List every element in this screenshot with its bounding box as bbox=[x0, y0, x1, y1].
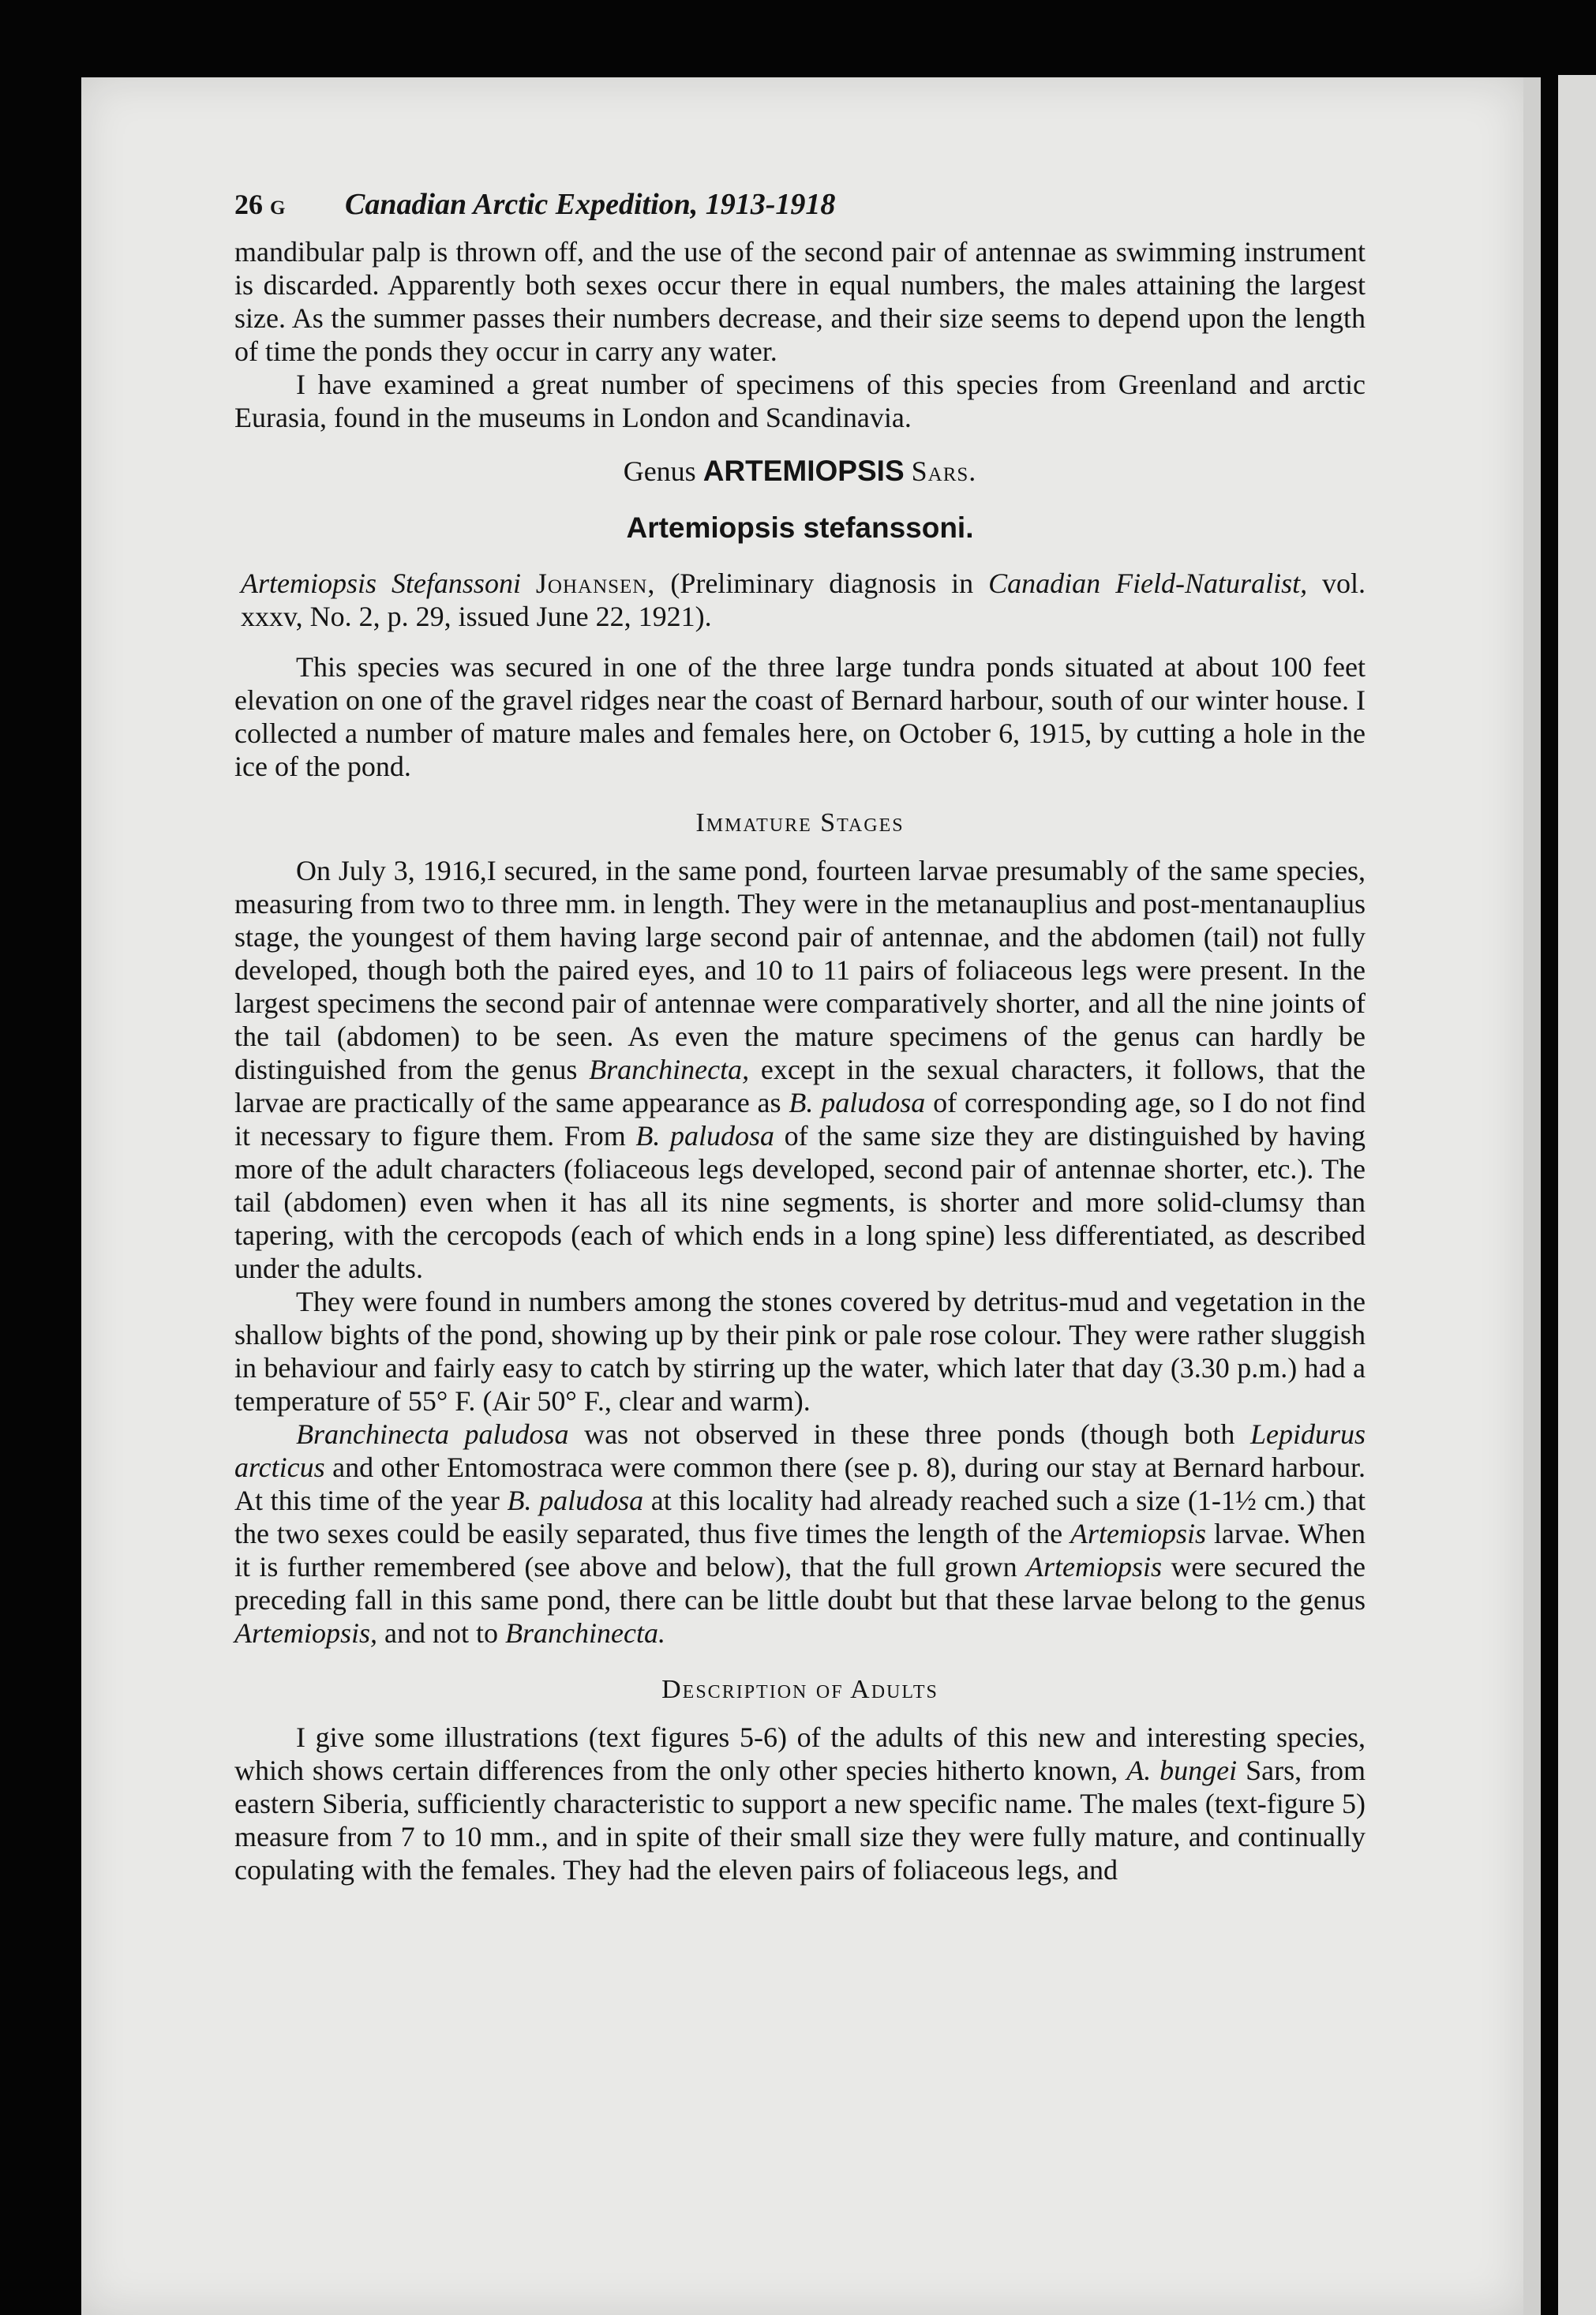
page-number: 26 G bbox=[234, 189, 286, 220]
species-title: Artemiopsis stefanssoni. bbox=[626, 511, 974, 544]
paragraph-7: I give some illustrations (text figures 5-6) of the adults of this new and interesting species, which shows certain differences from the only other species hitherto known, A. bungei Sars, from eastern Siberia, sufficiently characteristic to support a new specific name. The males (text-figure 5) measure from 7 to 10 mm., and in spite of their small size they were fully mature, and continually copulating with the females. They had the eleven pairs of foliaceous legs, and bbox=[234, 1721, 1366, 1886]
section-heading-description-of-adults: Description of Adults bbox=[661, 1675, 938, 1704]
running-header bbox=[234, 188, 1366, 234]
genus-name: ARTEMIOPSIS bbox=[702, 455, 905, 487]
section-heading-immature-stages: Immature Stages bbox=[695, 808, 905, 837]
paragraph-1: mandibular palp is thrown off, and the use of the second pair of antennae as swimming instrument is discarded. Apparently both sexes occur there in equal numbers, the males attaining the largest size. As the summer passes their numbers decrease, and their size seems to depend upon the length of time the ponds they occur in carry any water. bbox=[234, 236, 1366, 367]
paragraph-5: They were found in numbers among the stones covered by detritus-mud and vegetation in the shallow bights of the pond, showing up by their pink or pale rose colour. They were rather sluggish in behaviour and fairly easy to catch by stirring up the water, which later that day (3.30 p.m.) had a temperature of 55° F. (Air 50° F., clear and warm). bbox=[234, 1286, 1366, 1417]
next-page-edge bbox=[1558, 75, 1596, 2315]
running-title: Canadian Arctic Expedition, 1913-1918 bbox=[345, 188, 836, 221]
paragraph-6: Branchinecta paludosa was not observed in these three ponds (though both Lepidurus arcticus and other Entomostraca were common there (see p. 8), during our stay at Bernard harbour. At this time of the year B. paludosa at this locality had already reached such a size (1-1½ cm.) that the two sexes could be easily separated, thus five times the length of the Artemiopsis larvae. When it is further remembered (see above and below), that the full grown Artemiopsis were secured the preceding fall in this same pond, there can be little doubt but that these larvae belong to the genus Artemiopsis, and not to Branchinecta. bbox=[234, 1418, 1366, 1649]
paragraph-2: I have examined a great number of specimens of this species from Greenland and arctic Eurasia, found in the museums in London and Scandinavia. bbox=[234, 369, 1366, 433]
page-text bbox=[234, 188, 1366, 1886]
synonymy: Artemiopsis Stefanssoni Johansen, (Preliminary diagnosis in Canadian Field-Naturalist, vol. xxxv, No. 2, p. 29, issued June 22, 1921). bbox=[241, 568, 1366, 632]
paragraph-4: On July 3, 1916,I secured, in the same pond, fourteen larvae presumably of the same species, measuring from two to three mm. in length. They were in the metanauplius and post-mentanauplius stage, the youngest of them having large second pair of antennae, and the abdomen (tail) not fully developed, though both the paired eyes, and 10 to 11 pairs of foliaceous legs were present. In the largest specimens the second pair of antennae were comparatively shorter, and all the nine joints of the tail (abdomen) to be seen. As even the mature specimens of the genus can hardly be distinguished from the genus Branchinecta, except in the sexual characters, it follows, that the larvae are practically of the same appearance as B. paludosa of corresponding age, so I do not find it necessary to figure them. From B. paludosa of the same size they are distinguished by having more of the adult characters (foliaceous legs developed, second pair of antennae shorter, etc.). The tail (abdomen) even when it has all its nine segments, is shorter and more solid-clumsy than tapering, with the cercopods (each of which ends in a long spine) less differentiated, as described under the adults. bbox=[234, 855, 1366, 1284]
page-gutter bbox=[1523, 77, 1541, 2315]
paragraph-3: This species was secured in one of the three large tundra ponds situated at about 100 feet elevation on one of the gravel ridges near the coast of Bernard harbour, south of our winter house. I collected a number of mature males and females here, on October 6, 1915, by cutting a hole in the ice of the pond. bbox=[234, 651, 1366, 782]
genus-heading: Genus ARTEMIOPSIS Sars. bbox=[623, 455, 977, 487]
